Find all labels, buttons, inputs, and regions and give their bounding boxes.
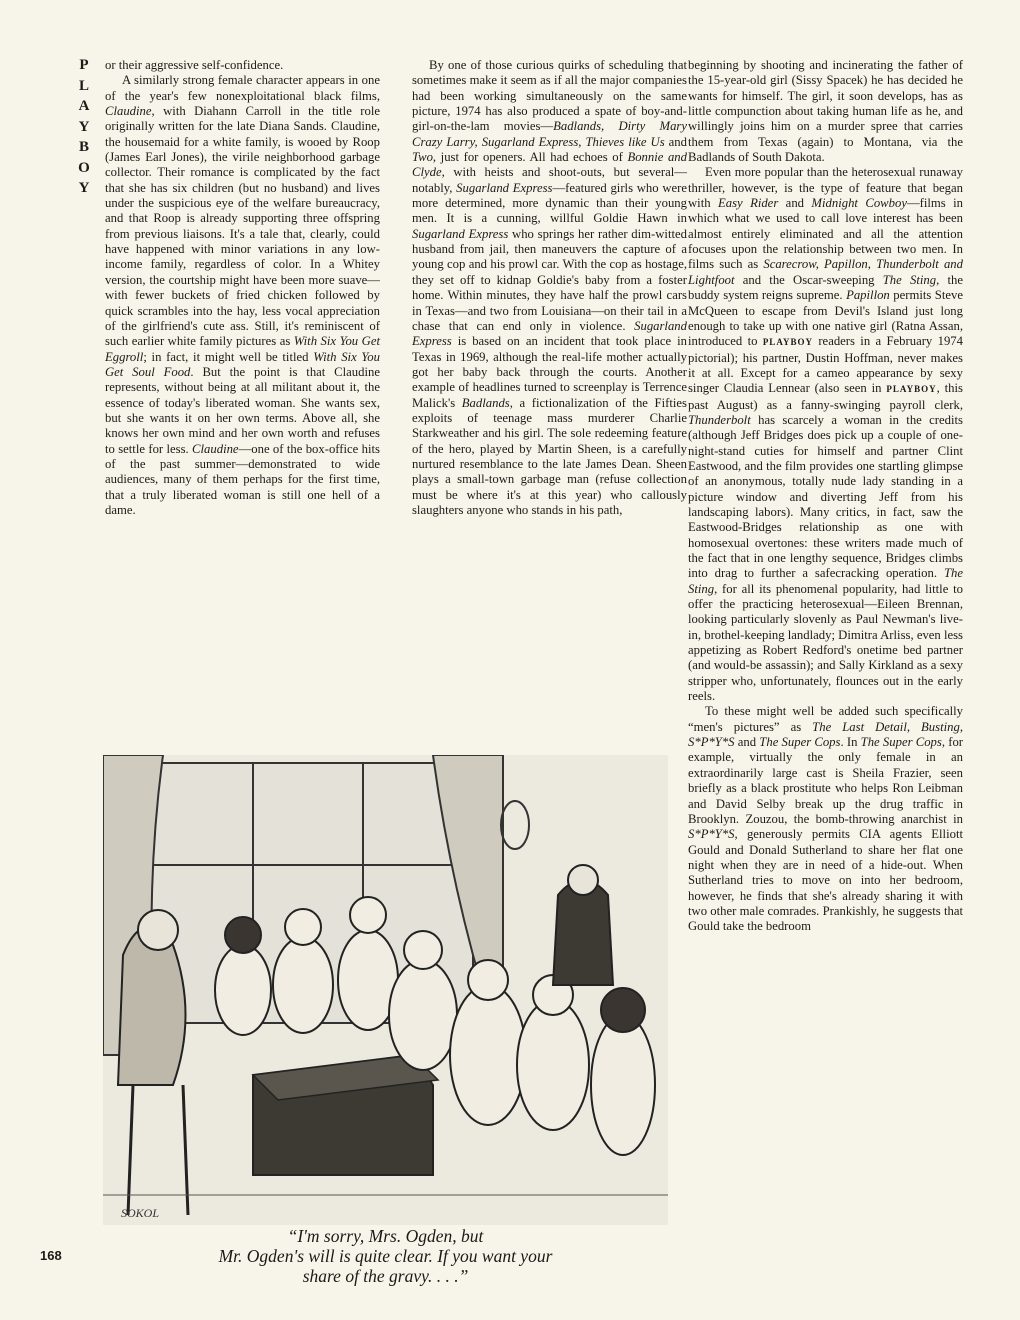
paragraph: beginning by shooting and incinerating the father of the 15-year-old girl (Sissy Spacek) he has decided he wants for himself. The girl, it soon develops, has as little compunction about taking human life as he, and willingly joins him on a murder spree that carries them from Texas (again) to Montana, via the Badlands of South Dakota. xyxy=(688,58,963,165)
article-column-1 xyxy=(105,58,380,518)
page-number: 168 xyxy=(40,1248,62,1263)
paragraph: or their aggressive self-confidence. xyxy=(105,58,284,72)
article-column-2 xyxy=(412,58,687,518)
cartoon-caption: “I'm sorry, Mrs. Ogden, but Mr. Ogden's will is quite clear. If you want your share of the gravy. . . .” xyxy=(218,1226,553,1286)
playboy-masthead: P L A Y B O Y xyxy=(78,57,90,196)
paragraph: By one of those curious quirks of scheduling that sometimes make it seem as if all the major companies had been working simultaneously on the same picture, 1974 has also produced a spate of boy-and-girl-on-the-lam movies—Badlands, Dirty Mary Crazy Larry, Sugarland Express, Thieves like Us and Two, just for openers. All had echoes of Bonnie and Clyde, with heists and shoot-outs, but several—notably, Sugarland Express—featured girls who were more determined, more dynamic than their young men. It is a cunning, willful Goldie Hawn in Sugarland Express who springs her rather dim-witted husband from jail, then maneuvers the capture of a young cop and his prowl car. With the cop as hostage, they set off to kidnap Goldie's baby from a foster home. Within minutes, they have half the prowl cars in Texas—and two from Louisiana—on their tail in a chase that can end only in violence. Sugarland Express is based on an incident that took place in Texas in 1969, although the real-life mother actually got her baby back through the courts. Another example of headlines turned to screenplay is Terrence Malick's Badlands, a fictionalization of the Fifties exploits of teenage mass murderer Charlie Starkweather and his girl. The sole redeeming feature of the hero, played by Martin Sheen, is a carefully nurtured resemblance to the late James Dean. Sheen plays a small-town garbage man (refuse collection must be where it's at this year) who callously slaughters anyone who stands in his path, xyxy=(412,58,687,517)
paragraph: Even more popular than the heterosexual runaway thriller, however, is the type of feature that began with Easy Rider and Midnight Cowboy—films in which what we used to call love interest has been almost entirely eliminated and all the attention focuses upon the relationship between two men. In films such as Scarecrow, Papillon, Thunderbolt and Lightfoot and the Oscar-sweeping The Sting, the buddy system reigns supreme. Papillon permits Steve McQueen to escape from Devil's Island just long enough to take up with one native girl (Ratna Assan, introduced to PLAYBOY readers in a February 1974 pictorial); his partner, Dustin Hoffman, never makes it at all. Except for a cameo appearance by sexy singer Claudia Lennear (also seen in PLAYBOY, this past August) as a fanny-swinging payroll clerk, Thunderbolt has scarcely a woman in the credits (although Jeff Bridges does pick up a couple of one-night-stand cuties for himself and partner Clint Eastwood, and the film provides one startling glimpse of an anonymous, totally nude lady standing in a picture window and diverting Jeff from his landscaping labors). Many critics, in fact, saw the Eastwood-Bridges relationship as one with homosexual overtones: these writers made much of the fact that in one lengthy sequence, Bridges climbs into drag to further a safecracking operation. The Sting, for all its phenomenal popularity, had little to offer the practicing heterosexual—Eileen Brennan, looking particularly slovenly as Paul Newman's live-in, brothel-keeping landlady; Dimitra Arliss, even less appetizing as Robert Redford's onetime bed partner (and would-be assassin); and Sally Kirkland as a sexy stripper who, unfortunately, flounces out in the early reels. xyxy=(688,165,964,704)
article-column-3 xyxy=(688,58,963,935)
paragraph: To these might well be added such specifically “men's pictures” as The Last Detail, Busting, S*P*Y*S and The Super Cops. In The Super Cops, for example, virtually the only female in an extraordinarily large cast is Sheila Frazier, seen briefly as a black prostitute who helps Ron Leibman and David Selby break up the drug traffic in Brooklyn. Zouzou, the bomb-throwing anarchist in S*P*Y*S, generously permits CIA agents Elliott Gould and Donald Sutherland to share her flat one night when they are in need of a hide-out. When Sutherland tries to move on into her bedroom, however, he finds that she's already sharing it with two other male comrades. Prankishly, he suggests that Gould take the bedroom xyxy=(688,704,964,934)
paragraph: A similarly strong female character appears in one of the year's few nonexploitational black films, Claudine, with Diahann Carroll in the title role originally written for the late Diana Sands. Claudine, the housemaid for a white family, is wooed by Roop (James Earl Jones), the virile neighborhood garbage collector. Their romance is complicated by the fact that she has six children (but no husband) and lives under the suspicious eye of the welfare bureaucracy, and that Roop is already supporting three offspring from previous liaisons. It's a tale that, clearly, could have happened with minor variations in any low-income family, regardless of color. In a Whitey version, the courtship might have been more suave—with fewer buckets of fried chicken followed by quick scrambles into the hay, less vocal appreciation of the girlfriend's cute ass. Still, it's reminiscent of such earlier white family pictures as With Six You Get Eggroll; in fact, it might well be titled With Six You Get Soul Food. But the point is that Claudine represents, without being at all militant about it, the essence of today's liberated woman. She wants sex, but she wants it on her own terms. Above all, she knows her own mind and her own worth and refuses to settle for less. Claudine—one of the box-office hits of the past summer—demonstrated to wide audiences, many of them perhaps for the first time, that a truly liberated woman is still one hell of a dame. xyxy=(105,73,380,517)
cartoon-illustration xyxy=(103,755,668,1225)
cartoonist-signature: SOKOL xyxy=(121,1206,160,1220)
